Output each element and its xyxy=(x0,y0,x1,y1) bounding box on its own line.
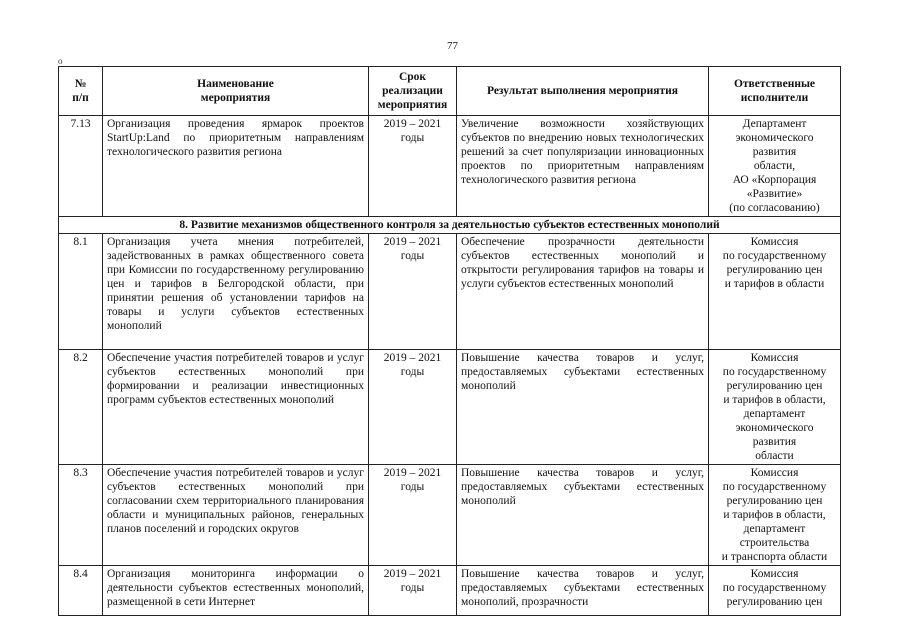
cell-responsible: Комиссия по государственному регулированию цен и тарифов в области xyxy=(709,234,841,350)
cell-responsible: Комиссия по государственному регулированию цен xyxy=(709,566,841,616)
cell-num: 8.3 xyxy=(59,465,103,566)
cell-responsible: Департамент экономического развития области, АО «Корпорация «Развитие» (по согласованию) xyxy=(709,116,841,217)
cell-num: 8.2 xyxy=(59,350,103,465)
header-responsible: Ответственные исполнители xyxy=(709,67,841,116)
table-row xyxy=(59,350,841,465)
table-row xyxy=(59,566,841,616)
header-name: Наименование мероприятия xyxy=(103,67,369,116)
cell-result: Увеличение возможности хозяйствующих субъектов по внедрению новых технологических решений за счет популяризации инновационных проектов по приоритетным направлениям технологического развития региона xyxy=(457,116,709,217)
cell-result: Повышение качества товаров и услуг, предоставляемых субъектами естественных монополий, прозрачности xyxy=(457,566,709,616)
measures-table xyxy=(58,66,841,616)
table-row xyxy=(59,234,841,350)
table-header-row xyxy=(59,67,841,116)
cell-num: 7.13 xyxy=(59,116,103,217)
cell-num: 8.1 xyxy=(59,234,103,350)
cell-term: 2019 – 2021 годы xyxy=(369,234,457,350)
cell-name: Организация мониторинга информации о деятельности субъектов естественных монополий, размещенной в сети Интернет xyxy=(103,566,369,616)
cell-name: Обеспечение участия потребителей товаров и услуг субъектов естественных монополий при согласовании схем территориального планирования области и муниципальных районов, генеральных планов поселений и городских округов xyxy=(103,465,369,566)
section-heading-row xyxy=(59,217,841,234)
cell-term: 2019 – 2021 годы xyxy=(369,350,457,465)
cell-result: Обеспечение прозрачности деятельности субъектов естественных монополий и открытости регулирования тарифов на товары и услуги субъектов естественных монополий xyxy=(457,234,709,350)
cell-result: Повышение качества товаров и услуг, предоставляемых субъектами естественных монополий xyxy=(457,350,709,465)
header-term: Срок реализации мероприятия xyxy=(369,67,457,116)
cell-responsible: Комиссия по государственному регулированию цен и тарифов в области, департамент строительства и транспорта области xyxy=(709,465,841,566)
cell-num: 8.4 xyxy=(59,566,103,616)
cell-term: 2019 – 2021 годы xyxy=(369,465,457,566)
cell-term: 2019 – 2021 годы xyxy=(369,566,457,616)
page-number: 77 xyxy=(447,40,458,52)
cell-result: Повышение качества товаров и услуг, предоставляемых субъектами естественных монополий xyxy=(457,465,709,566)
header-num: № п/п xyxy=(59,67,103,116)
cell-name: Организация учета мнения потребителей, задействованных в рамках общественного совета при Комиссии по государственному регулированию цен и тарифов в Белгородской области, при принятии решения об установлении тарифов на товары и услуги субъектов естественных монополий xyxy=(103,234,369,350)
cell-name: Организация проведения ярмарок проектов StartUp:Land по приоритетным направлениям технологического развития региона xyxy=(103,116,369,217)
header-result: Результат выполнения мероприятия xyxy=(457,67,709,116)
cell-term: 2019 – 2021 годы xyxy=(369,116,457,217)
table-row xyxy=(59,116,841,217)
section-heading: 8. Развитие механизмов общественного контроля за деятельностью субъектов естественных монополий xyxy=(59,217,841,234)
cell-name: Обеспечение участия потребителей товаров и услуг субъектов естественных монополий при формировании и реализации инвестиционных программ субъектов естественных монополий xyxy=(103,350,369,465)
table-row xyxy=(59,465,841,566)
cell-responsible: Комиссия по государственному регулированию цен и тарифов в области, департамент экономического развития области xyxy=(709,350,841,465)
corner-mark: о xyxy=(58,56,63,66)
